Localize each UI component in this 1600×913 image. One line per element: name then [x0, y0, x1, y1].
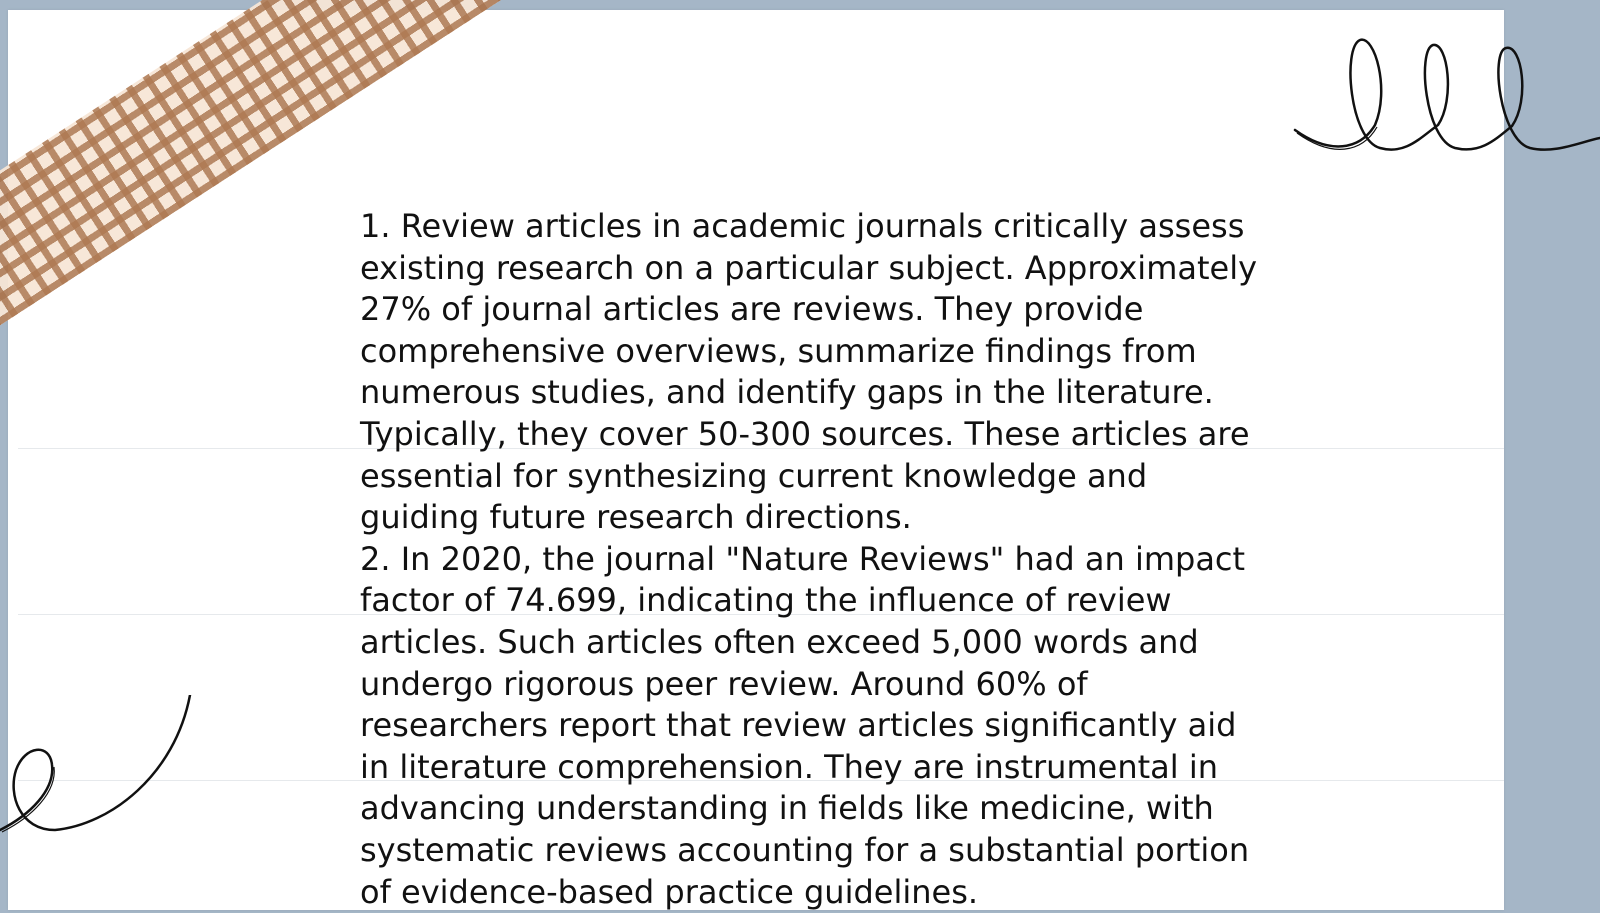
paragraph-1: 1. Review articles in academic journals critically assess existing research on a particular subject. Approximately 27% of journal articles are reviews. They provide comprehensive overviews, summarize findings from numerous studies, and identify gaps in the literature. Typically, they cover 50-300 sources. These articles are essential for synthesizing current knowledge and guiding future research directions.	[360, 207, 1258, 537]
document-body	[360, 206, 1260, 913]
swirl-check-doodle	[0, 695, 200, 845]
loop-swirl-doodle	[1290, 30, 1600, 170]
paragraph-2: 2. In 2020, the journal "Nature Reviews" had an impact factor of 74.699, indicating the influence of review articles. Such articles often exceed 5,000 words and undergo rigorous peer review. Around 60% of researchers report that review articles significantly aid in literature comprehension. They are instrumental in advancing understanding in fields like medicine, with systematic reviews accounting for a substantial portion of evidence-based practice guidelines.	[360, 539, 1250, 911]
